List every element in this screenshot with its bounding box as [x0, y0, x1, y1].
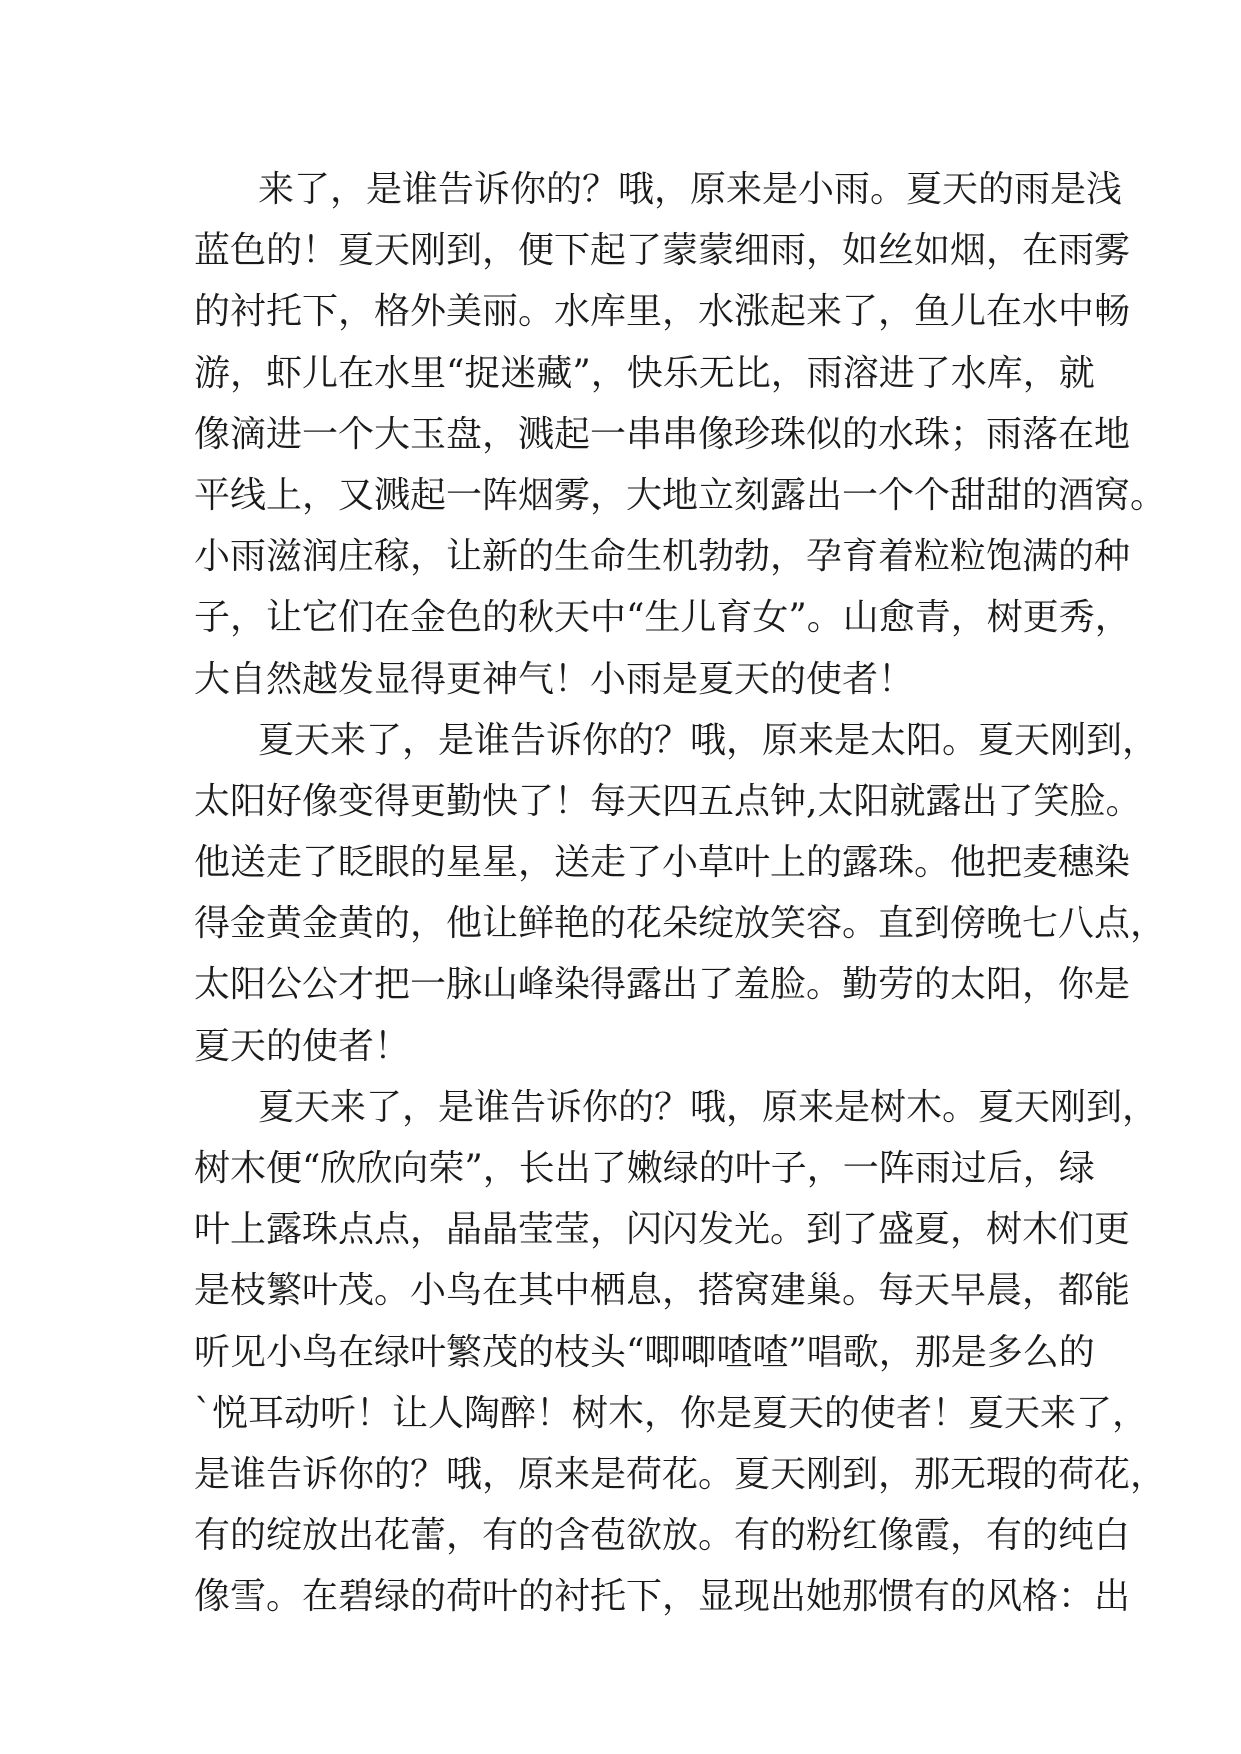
text-line: 得金黄金黄的，他让鲜艳的花朵绽放笑容。直到傍晚七八点，: [194, 903, 1167, 945]
text-line: 夏天来了，是谁告诉你的？哦，原来是树木。夏天刚到，: [258, 1086, 1159, 1128]
text-line: 是谁告诉你的？哦，原来是荷花。夏天刚到，那无瑕的荷花，: [194, 1453, 1167, 1495]
text-line: 他送走了眨眼的星星，送走了小草叶上的露珠。他把麦穗染: [194, 842, 1131, 884]
text-line: 小雨滋润庄稼，让新的生命生机勃勃，孕育着粒粒饱满的种: [194, 536, 1131, 578]
text-line: 像雪。在碧绿的荷叶的衬托下，显现出她那惯有的风格：出: [194, 1576, 1131, 1618]
text-line: 游，虾儿在水里“捉迷藏”，快乐无比，雨溶进了水库，就: [194, 352, 1095, 394]
text-line: 来了，是谁告诉你的？哦，原来是小雨。夏天的雨是浅: [258, 169, 1123, 210]
text-line: 像滴进一个大玉盘，溅起一串串像珍珠似的水珠；雨落在地: [194, 413, 1131, 455]
text-line: 蓝色的！夏天刚到，便下起了蒙蒙细雨，如丝如烟，在雨雾: [194, 230, 1131, 272]
text-line: 叶上露珠点点，晶晶莹莹，闪闪发光。到了盛夏，树木们更: [194, 1209, 1131, 1251]
text-line: 夏天的使者！: [194, 1025, 411, 1067]
text-line: 的衬托下，格外美丽。水库里，水涨起来了，鱼儿在水中畅: [194, 291, 1131, 333]
text-line: 子，让它们在金色的秋天中“生儿育女”。山愈青，树更秀，: [194, 597, 1131, 639]
text-line: 大自然越发显得更神气！小雨是夏天的使者！: [194, 658, 915, 700]
text-line: 太阳公公才把一脉山峰染得露出了羞脸。勤劳的太阳，你是: [194, 964, 1131, 1006]
text-line: 是枝繁叶茂。小鸟在其中栖息，搭窝建巢。每天早晨，都能: [194, 1270, 1131, 1312]
text-line: `悦耳动听！让人陶醉！树木，你是夏天的使者！夏天来了，: [194, 1392, 1149, 1434]
text-line: 太阳好像变得更勤快了！每天四五点钟,太阳就露出了笑脸。: [194, 780, 1142, 822]
text-line: 听见小鸟在绿叶繁茂的枝头“唧唧喳喳”唱歌，那是多么的: [194, 1331, 1095, 1373]
text-line: 平线上，又溅起一阵烟雾，大地立刻露出一个个甜甜的酒窝。: [194, 474, 1167, 516]
text-line: 有的绽放出花蕾，有的含苞欲放。有的粉红像霞，有的纯白: [194, 1515, 1131, 1557]
text-line: 夏天来了，是谁告诉你的？哦，原来是太阳。夏天刚到，: [258, 719, 1159, 761]
document-body: [194, 159, 1167, 1628]
text-line: 树木便“欣欣向荣”，长出了嫩绿的叶子，一阵雨过后，绿: [194, 1148, 1095, 1189]
